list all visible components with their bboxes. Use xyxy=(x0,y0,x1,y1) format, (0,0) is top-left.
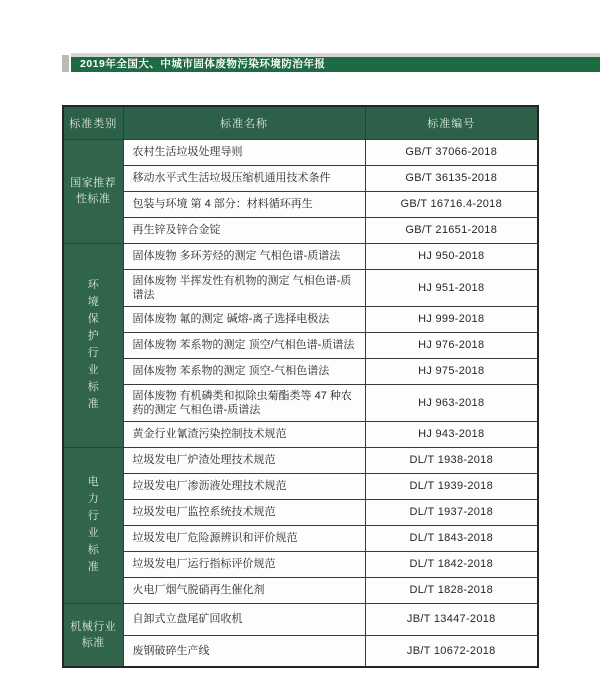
table-row xyxy=(63,499,538,525)
category-cell xyxy=(63,603,123,667)
standards-table xyxy=(62,105,539,668)
standard-code-cell: HJ 951-2018 xyxy=(365,269,538,306)
table-row xyxy=(63,243,538,269)
standard-code-cell: DL/T 1828-2018 xyxy=(365,577,538,603)
standard-name-cell: 固体废物 苯系物的测定 顶空-气相色谱法 xyxy=(123,358,365,384)
standard-name-cell: 固体废物 有机磷类和拟除虫菊酯类等 47 种农药的测定 气相色谱-质谱法 xyxy=(123,384,365,421)
standard-name-cell: 火电厂烟气脱硝再生催化剂 xyxy=(123,577,365,603)
column-header-code: 标准编号 xyxy=(365,106,538,139)
standard-code-cell: DL/T 1937-2018 xyxy=(365,499,538,525)
standard-code-cell: HJ 999-2018 xyxy=(365,306,538,332)
standard-name-cell: 移动水平式生活垃圾压缩机通用技术条件 xyxy=(123,165,365,191)
table-row xyxy=(63,473,538,499)
column-header-category: 标准类别 xyxy=(63,106,123,139)
title-bar-body xyxy=(71,53,600,72)
standard-code-cell: DL/T 1939-2018 xyxy=(365,473,538,499)
table-row xyxy=(63,191,538,217)
standard-name-cell: 垃圾发电厂危险源辨识和评价规范 xyxy=(123,525,365,551)
standard-code-cell: DL/T 1842-2018 xyxy=(365,551,538,577)
standard-code-cell: GB/T 21651-2018 xyxy=(365,217,538,243)
table-row xyxy=(63,635,538,667)
standard-name-cell: 固体废物 半挥发性有机物的测定 气相色谱-质谱法 xyxy=(123,269,365,306)
table-row xyxy=(63,551,538,577)
standard-name-cell: 包装与环境 第 4 部分：材料循环再生 xyxy=(123,191,365,217)
category-cell xyxy=(63,243,123,447)
category-label: 机械行业标准 xyxy=(70,620,117,649)
standard-name-cell: 垃圾发电厂渗沥液处理技术规范 xyxy=(123,473,365,499)
category-label: 环境保护行业标准 xyxy=(87,279,99,410)
standard-code-cell: DL/T 1938-2018 xyxy=(365,447,538,473)
table-row xyxy=(63,358,538,384)
report-title: 2019年全国大、中城市固体废物污染环境防治年报 xyxy=(71,57,600,72)
standard-name-cell: 再生锌及锌合金锭 xyxy=(123,217,365,243)
table-row xyxy=(63,269,538,306)
table-row xyxy=(63,384,538,421)
title-accent-block xyxy=(62,55,69,72)
standard-name-cell: 固体废物 多环芳烃的测定 气相色谱-质谱法 xyxy=(123,243,365,269)
table-row xyxy=(63,421,538,447)
column-header-name: 标准名称 xyxy=(123,106,365,139)
standard-name-cell: 垃圾发电厂运行指标评价规范 xyxy=(123,551,365,577)
table-row xyxy=(63,139,538,165)
standard-name-cell: 固体废物 氟的测定 碱熔-离子选择电极法 xyxy=(123,306,365,332)
standard-code-cell: HJ 950-2018 xyxy=(365,243,538,269)
standard-name-cell: 垃圾发电厂监控系统技术规范 xyxy=(123,499,365,525)
standard-code-cell: JB/T 10672-2018 xyxy=(365,635,538,667)
table-row xyxy=(63,217,538,243)
table-row xyxy=(63,306,538,332)
standard-code-cell: JB/T 13447-2018 xyxy=(365,603,538,635)
standard-name-cell: 废钢破碎生产线 xyxy=(123,635,365,667)
standard-name-cell: 垃圾发电厂炉渣处理技术规范 xyxy=(123,447,365,473)
standard-code-cell: HJ 975-2018 xyxy=(365,358,538,384)
standard-code-cell: HJ 963-2018 xyxy=(365,384,538,421)
table-row xyxy=(63,525,538,551)
standard-name-cell: 农村生活垃圾处理导则 xyxy=(123,139,365,165)
standard-code-cell: HJ 943-2018 xyxy=(365,421,538,447)
standard-name-cell: 自卸式立盘尾矿回收机 xyxy=(123,603,365,635)
standard-code-cell: GB/T 36135-2018 xyxy=(365,165,538,191)
table-row xyxy=(63,447,538,473)
report-title-bar xyxy=(62,53,600,72)
table-row xyxy=(63,332,538,358)
standard-code-cell: GB/T 37066-2018 xyxy=(365,139,538,165)
table-header-row xyxy=(63,106,538,139)
standard-code-cell: DL/T 1843-2018 xyxy=(365,525,538,551)
category-cell xyxy=(63,447,123,603)
category-label: 国家推荐性标准 xyxy=(70,177,117,205)
standard-code-cell: HJ 976-2018 xyxy=(365,332,538,358)
table-row xyxy=(63,165,538,191)
table-row xyxy=(63,577,538,603)
table-row xyxy=(63,603,538,635)
standard-name-cell: 固体废物 苯系物的测定 顶空/气相色谱-质谱法 xyxy=(123,332,365,358)
category-label: 电力行业标准 xyxy=(87,476,99,573)
standard-name-cell: 黄金行业氰渣污染控制技术规范 xyxy=(123,421,365,447)
standard-code-cell: GB/T 16716.4-2018 xyxy=(365,191,538,217)
category-cell xyxy=(63,139,123,243)
